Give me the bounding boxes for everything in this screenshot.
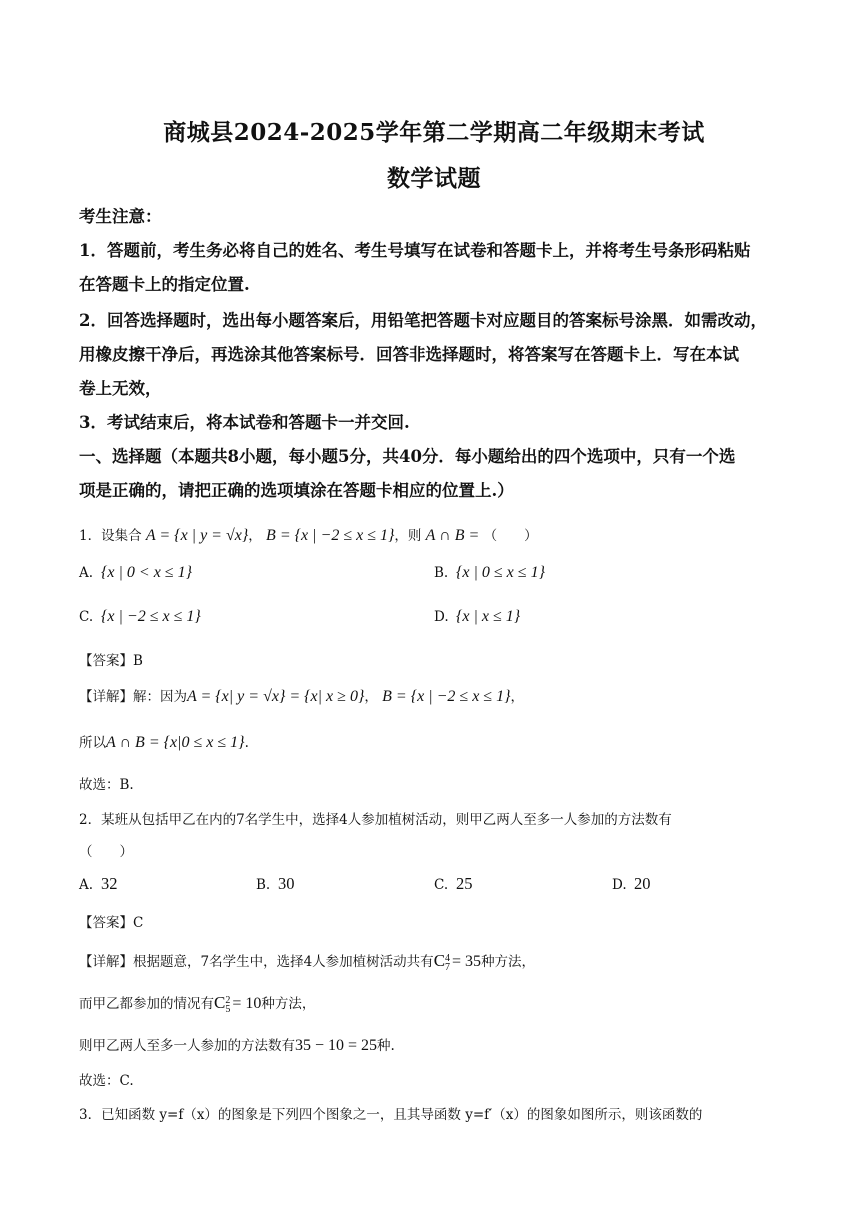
- q1-detail-math: A = {x| y = √x} = {x| x ≥ 0}: [187, 688, 365, 705]
- q1-option-a-text: {x | 0 < x ≤ 1}: [101, 564, 192, 581]
- q1-ask-prefix: ，则: [394, 528, 422, 544]
- q1-conclusion: [79, 731, 249, 752]
- q2-option-a-text: 32: [101, 874, 118, 893]
- q2-d2-sub: 5: [225, 1003, 231, 1015]
- q2-d1-indices: [445, 954, 450, 972]
- q1-option-b: [434, 564, 545, 582]
- q2-option-b: [256, 874, 295, 894]
- q1-ask: A ∩ B =: [425, 527, 480, 544]
- q2-option-c-label: C.: [434, 877, 449, 893]
- q2-detail-line-3: [79, 1034, 395, 1055]
- q1-option-c: [79, 608, 201, 626]
- q2-d2-end: 种方法，: [261, 996, 316, 1012]
- q1-set-a: A = {x | y = √x}: [145, 527, 249, 544]
- q2-option-c-text: 25: [456, 874, 473, 893]
- notice-line-4: 用橡皮擦干净后，再选涂其他答案标号．回答非选择题时，将答案写在答题卡上．写在本试: [79, 345, 739, 364]
- q2-option-a-label: A.: [79, 877, 94, 893]
- q1-detail: [79, 685, 524, 706]
- q1-option-c-label: C.: [79, 609, 94, 625]
- notice-line-3: 2．回答选择题时，选出每小题答案后，用铅笔把答题卡对应题目的答案标号涂黑．如需改动，: [79, 311, 767, 330]
- q1-separator: ，: [248, 528, 262, 544]
- question-3-stem: 3．已知函数 y=f（x）的图象是下列四个图象之一，且其导函数 y=f′（x）的图象如图所示，则该函数的: [79, 1107, 703, 1123]
- q1-option-d-text: {x | x ≤ 1}: [456, 608, 521, 625]
- q2-option-d-label: D.: [612, 877, 627, 893]
- q1-detail-prefix: 【详解】解：因为: [79, 689, 187, 705]
- q2-option-b-label: B.: [256, 877, 271, 893]
- notice-line-6: 3．考试结束后，将本试卷和答题卡一并交回.: [79, 413, 410, 432]
- q1-detail-math-2: B = {x | −2 ≤ x ≤ 1}: [382, 688, 511, 705]
- question-1-stem: [79, 524, 538, 545]
- q2-d1-prefix: 【详解】根据题意，7名学生中，选择4人参加植树活动共有: [79, 954, 434, 970]
- q1-so-prefix: 所以: [79, 735, 106, 751]
- question-2-stem: 2．某班从包括甲乙在内的7名学生中，选择4人参加植树活动，则甲乙两人至多一人参加的方法数有: [79, 812, 672, 828]
- exam-title: 商城县2024-2025学年第二学期高二年级期末考试: [163, 119, 705, 146]
- q2-d1-sub: 7: [445, 961, 451, 973]
- q1-option-b-text: {x | 0 ≤ x ≤ 1}: [456, 564, 545, 581]
- q1-option-b-label: B.: [434, 565, 449, 581]
- section-heading-line-1: 一、选择题（本题共8小题，每小题5分，共40分．每小题给出的四个选项中，只有一个选: [79, 447, 736, 466]
- question-2-paren: （ ）: [79, 844, 133, 860]
- q1-option-d-label: D.: [434, 609, 449, 625]
- notice-line-1: 1．答题前，考生务必将自己的姓名、考生号填写在试卷和答题卡上，并将考生号条形码粘贴: [79, 241, 751, 260]
- q2-answer: 【答案】C: [79, 915, 144, 931]
- q2-d3-prefix: 则甲乙两人至多一人参加的方法数有: [79, 1038, 295, 1054]
- q2-d3-end: 种.: [377, 1038, 395, 1054]
- q1-so-end: .: [244, 735, 249, 751]
- q1-option-c-text: {x | −2 ≤ x ≤ 1}: [101, 608, 201, 625]
- q1-option-a-label: A.: [79, 565, 94, 581]
- q2-d2-prefix: 而甲乙都参加的情况有: [79, 996, 214, 1012]
- q2-d1-eq: = 35: [452, 953, 482, 970]
- q2-detail-line-1: [79, 950, 535, 972]
- q2-option-c: [434, 874, 473, 894]
- q1-detail-separator: ，: [364, 689, 378, 705]
- q2-option-a: [79, 874, 118, 894]
- q1-prefix: 1．设集合: [79, 528, 142, 544]
- q1-set-b: B = {x | −2 ≤ x ≤ 1}: [266, 527, 395, 544]
- q2-d1-sup: 4: [445, 952, 451, 964]
- q1-so-math: A ∩ B = {x|0 ≤ x ≤ 1}: [106, 734, 245, 751]
- q2-d1-end: 种方法，: [481, 954, 536, 970]
- q2-d1-combination: C: [433, 951, 446, 970]
- q1-option-a: [79, 564, 192, 582]
- section-heading-line-2: 项是正确的，请把正确的选项填涂在答题卡相应的位置上.）: [79, 481, 514, 500]
- q1-answer: 【答案】B: [79, 653, 143, 669]
- q2-option-b-text: 30: [278, 874, 295, 893]
- q1-paren: （ ）: [483, 528, 538, 544]
- q1-detail-end: ，: [510, 689, 524, 705]
- q2-d2-combination: C: [214, 993, 226, 1012]
- q2-d3-math: 35 − 10 = 25: [295, 1037, 378, 1054]
- q2-option-d: [612, 874, 651, 894]
- q2-option-d-text: 20: [634, 874, 651, 893]
- q2-choose: 故选：C.: [79, 1073, 134, 1089]
- notice-line-5: 卷上无效，: [79, 379, 162, 398]
- exam-subtitle: 数学试题: [387, 165, 481, 192]
- q2-detail-line-2: [79, 992, 315, 1014]
- q1-option-d: [434, 608, 520, 626]
- notice-line-2: 在答题卡上的指定位置.: [79, 275, 250, 294]
- q1-choose: 故选：B.: [79, 777, 134, 793]
- q2-d2-eq: = 10: [232, 995, 262, 1012]
- notice-heading: 考生注意：: [79, 207, 162, 226]
- q2-d2-sup: 2: [225, 994, 231, 1006]
- q2-d2-indices: [225, 996, 230, 1014]
